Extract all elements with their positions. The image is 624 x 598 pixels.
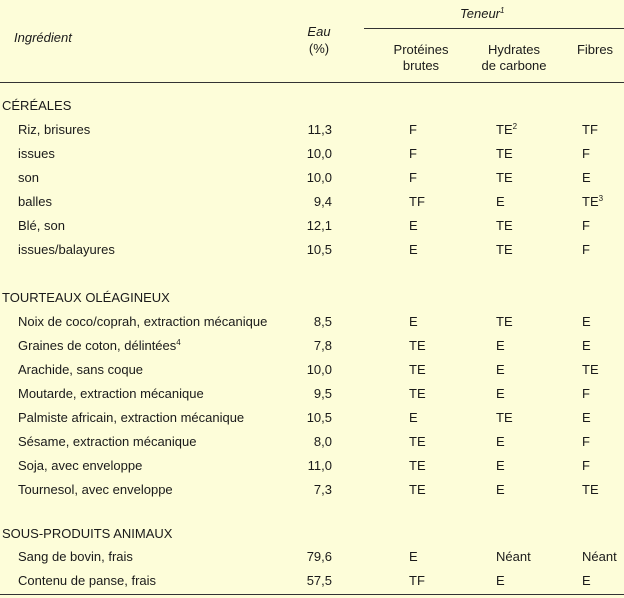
proteines-value: E <box>409 410 418 425</box>
eau-value: 10,0 <box>306 170 332 185</box>
header-rule <box>0 82 624 83</box>
fibres-value: TF <box>582 122 598 137</box>
ingredient-name: Riz, brisures <box>18 122 91 137</box>
fibres-value: E <box>582 573 591 588</box>
footnote-ref: 4 <box>176 338 181 347</box>
proteines-value: E <box>409 549 418 564</box>
section-title-tourteaux: TOURTEAUX OLÉAGINEUX <box>2 290 170 305</box>
ingredient-name: issues/balayures <box>18 242 115 257</box>
proteines-value: TF <box>409 194 425 209</box>
table-row <box>0 458 624 482</box>
table-row <box>0 482 624 506</box>
proteines-value: E <box>409 314 418 329</box>
ingredient-name: son <box>18 170 39 185</box>
proteines-value: TE <box>409 386 426 401</box>
hydrates-value: TE <box>496 218 513 233</box>
table-row <box>0 146 624 170</box>
header-hydrates <box>466 42 562 74</box>
eau-value: 8,0 <box>313 434 332 449</box>
proteines-value: E <box>409 242 418 257</box>
hydrates-value: E <box>496 194 505 209</box>
hydrates-value: E <box>496 386 505 401</box>
proteines-value: TE <box>409 338 426 353</box>
table-row <box>0 362 624 386</box>
proteines-value: F <box>409 170 417 185</box>
ingredient-name: Palmiste africain, extraction mécanique <box>18 410 245 425</box>
eau-value: 12,1 <box>306 218 332 233</box>
hydrates-value: E <box>496 482 505 497</box>
ingredient-name: balles <box>18 194 52 209</box>
section-title-cereales: CÉRÉALES <box>2 98 72 113</box>
fibres-value: E <box>582 170 591 185</box>
eau-value: 9,5 <box>313 386 332 401</box>
footer-rule <box>0 594 624 595</box>
fibres-value: F <box>582 146 590 161</box>
fibres-value: F <box>582 458 590 473</box>
fibres-value: F <box>582 386 590 401</box>
ingredient-name: Graines de coton, délintées$^4$ <box>18 338 181 353</box>
table-row <box>0 170 624 194</box>
eau-value: 57,5 <box>306 573 332 588</box>
ingredient-name: issues <box>18 146 55 161</box>
eau-value: 10,0 <box>306 362 332 377</box>
hydrates-value: E <box>496 362 505 377</box>
hydrates-value: TE <box>496 146 513 161</box>
hydrates-value: $TE^2$ <box>496 122 518 137</box>
eau-value: 10,5 <box>306 410 332 425</box>
hydrates-value: TE <box>496 242 513 257</box>
footnote-ref: 3 <box>598 194 604 203</box>
table-row <box>0 386 624 410</box>
eau-value: 7,3 <box>313 482 332 497</box>
eau-value: 11,3 <box>307 122 332 137</box>
table-row <box>0 242 624 266</box>
ingredient-name: Moutarde, extraction mécanique <box>18 386 204 401</box>
ingredient-name: Noix de coco/coprah, extraction mécanique <box>18 314 268 329</box>
fibres-value: F <box>582 434 590 449</box>
ingredient-name: Soja, avec enveloppe <box>18 458 143 473</box>
fibres-value: E <box>582 314 591 329</box>
hydrates-value: TE <box>496 314 513 329</box>
table-row <box>0 549 624 573</box>
hydrates-value: E <box>496 573 505 588</box>
table-row <box>0 338 624 362</box>
hydrates-value: E <box>496 458 505 473</box>
hydrates-value: TE <box>496 170 513 185</box>
eau-value: 11,0 <box>307 458 332 473</box>
table-row <box>0 434 624 458</box>
fibres-value: E <box>582 410 591 425</box>
header-proteines-line1: Protéines <box>393 42 449 57</box>
header-eau-label: Eau <box>307 24 331 39</box>
eau-value: 10,5 <box>306 242 332 257</box>
section-title-sous-produits: SOUS-PRODUITS ANIMAUX <box>2 526 173 541</box>
header-eau <box>304 24 334 39</box>
eau-value: 7,8 <box>313 338 332 353</box>
header-teneur-label: Teneur <box>460 6 500 21</box>
table-row <box>0 194 624 218</box>
table-row <box>0 314 624 338</box>
fibres-value: TE <box>582 482 599 497</box>
proteines-value: TF <box>409 573 425 588</box>
hydrates-value: E <box>496 338 505 353</box>
fibres-value: $TE^3$ <box>582 194 604 209</box>
proteines-value: F <box>409 122 417 137</box>
eau-value: 10,0 <box>306 146 332 161</box>
header-eau-unit: (%) <box>308 41 330 56</box>
header-ingredient: Ingrédient <box>14 30 72 45</box>
footnote-ref: 2 <box>512 122 518 131</box>
proteines-value: TE <box>409 482 426 497</box>
ingredient-name: Blé, son <box>18 218 65 233</box>
fibres-value: E <box>582 338 591 353</box>
proteines-value: E <box>409 218 418 233</box>
ingredient-name: Sésame, extraction mécanique <box>18 434 197 449</box>
eau-value: 79,6 <box>306 549 332 564</box>
footnote-ref: 1 <box>500 6 505 15</box>
fibres-value: Néant <box>582 549 617 564</box>
table-row <box>0 122 624 146</box>
fibres-value: F <box>582 242 590 257</box>
eau-value: 8,5 <box>313 314 332 329</box>
ingredient-name: Arachide, sans coque <box>18 362 144 377</box>
header-hydrates-line1: Hydrates <box>487 42 541 57</box>
header-hydrates-line2: de carbone <box>481 58 547 73</box>
header-proteines-line2: brutes <box>402 58 440 73</box>
header-teneur <box>460 6 504 21</box>
table-row <box>0 218 624 242</box>
fibres-value: F <box>582 218 590 233</box>
ingredient-name: Contenu de panse, frais <box>18 573 157 588</box>
fibres-value: TE <box>582 362 599 377</box>
hydrates-value: Néant <box>496 549 531 564</box>
proteines-value: TE <box>409 434 426 449</box>
hydrates-value: TE <box>496 410 513 425</box>
ingredient-name: Tournesol, avec enveloppe <box>18 482 173 497</box>
ingredient-name: Sang de bovin, frais <box>18 549 133 564</box>
eau-value: 9,4 <box>313 194 332 209</box>
header-proteines <box>380 42 462 74</box>
proteines-value: F <box>409 146 417 161</box>
table-row <box>0 410 624 434</box>
hydrates-value: E <box>496 434 505 449</box>
header-fibres: Fibres <box>576 42 614 57</box>
proteines-value: TE <box>409 362 426 377</box>
teneur-rule <box>364 28 624 29</box>
proteines-value: TE <box>409 458 426 473</box>
